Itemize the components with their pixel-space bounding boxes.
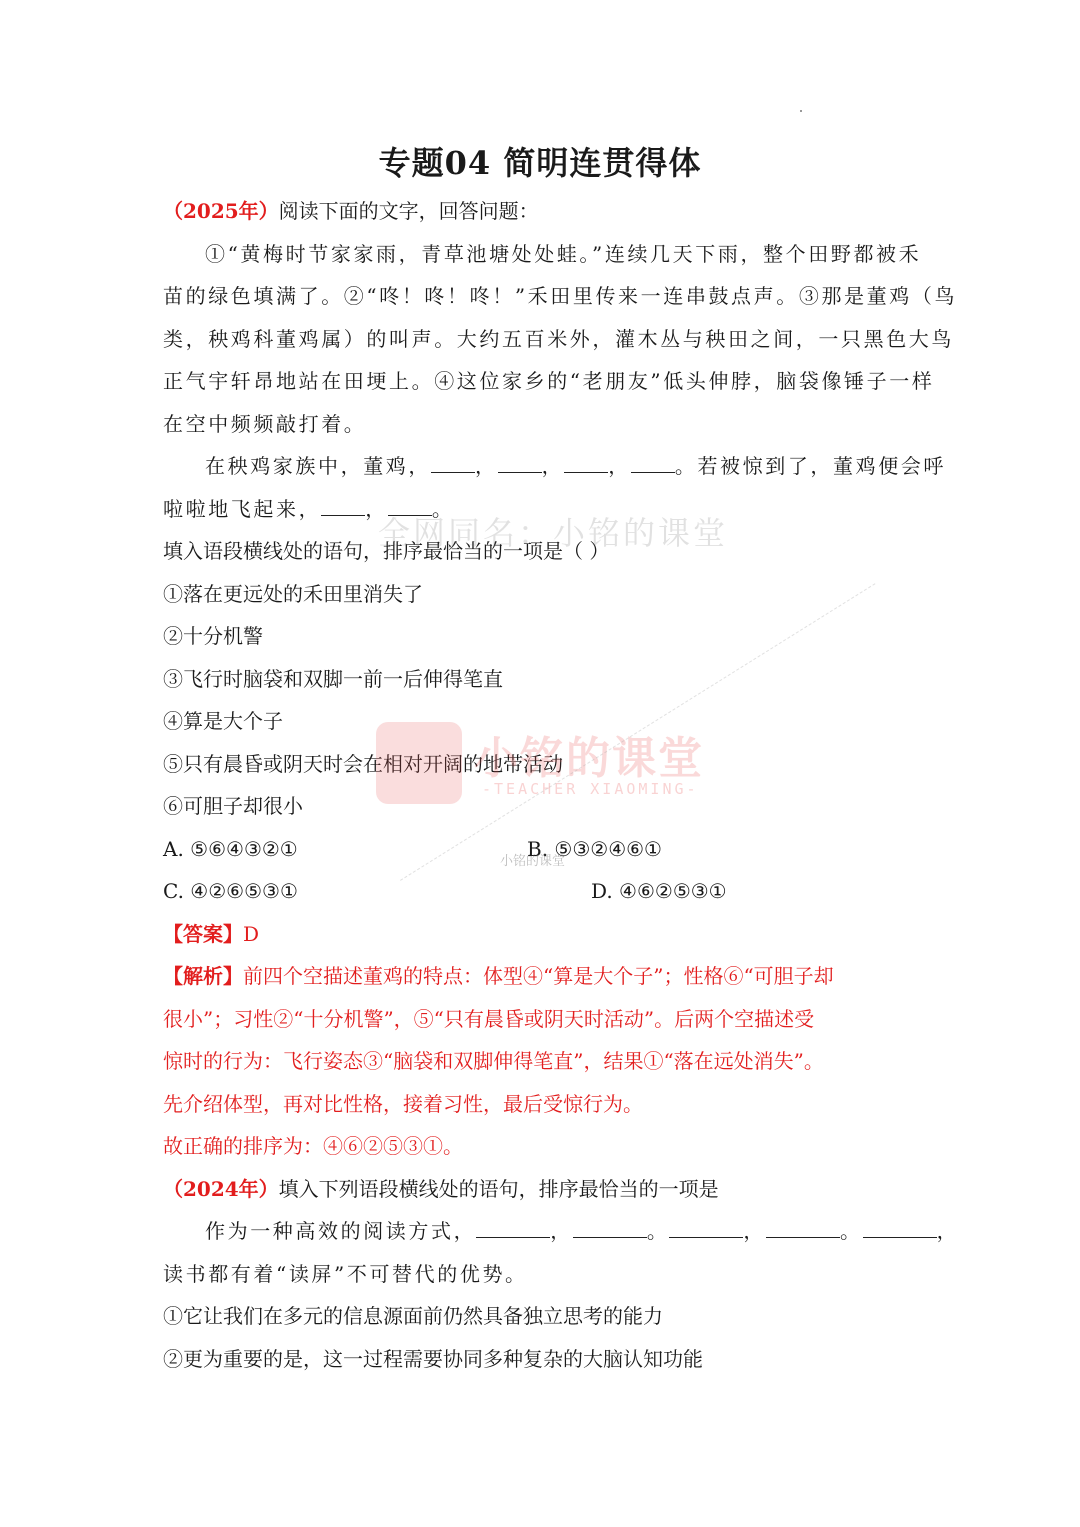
passage-line: 读书都有着“读屏”不可替代的优势。 [163,1261,528,1286]
q2025-year-tag: （2025年） [163,199,279,223]
fill-suffix: 若被惊到了，董鸡便会呼 [697,454,947,478]
blank [498,454,542,473]
options-row-2 [163,870,918,913]
item: ②十分机警 [163,624,263,648]
blank [431,454,475,473]
fill-line-2024 [163,1210,960,1253]
blank [669,1219,743,1238]
blank [863,1219,937,1238]
watermark-brand: 小铭的课堂 [474,733,704,784]
passage-line: 正气宇轩昂地站在田埂上。④这位家乡的“老朋友”低头伸脖，脑袋像锤子一样 [163,369,935,393]
answer-label: 【答案】 [163,921,243,946]
blank [564,454,608,473]
fill-prefix: 啦啦地飞起来， [163,496,322,521]
option-d: D. ④⑥②⑤③① [591,879,727,903]
fill-line-2 [163,488,918,531]
sep: ， [475,454,498,478]
blank [766,1219,840,1238]
passage-line: ①“黄梅时节家家雨，青草池塘处处蛙。”连续几天下雨，整个田野都被禾 [205,241,922,266]
blank [631,454,675,473]
watermark-small: 小铭的课堂 [500,854,566,869]
sep: ， [550,1219,573,1243]
options-row-1 [163,828,918,871]
blank [573,1219,647,1238]
q2025-intro: 阅读下面的文字，回答问题： [278,199,539,223]
sep: ， [365,496,388,521]
q2024-year-tag: （2024年） [163,1176,279,1201]
scan-speck [800,110,802,112]
q2024-intro: 填入下列语段横线处的语句，排序最恰当的一项是 [278,1176,719,1201]
period: 。 [840,1219,863,1243]
passage-line: 苗的绿色填满了。②“咚！咚！咚！”禾田里传来一连串鼓点声。③那是董鸡（鸟 [163,284,958,308]
page-title: 专题04 简明连贯得体 [378,144,702,182]
option-a: A. ⑤⑥④③②① [163,836,298,861]
item: ⑤只有晨昏或阴天时会在相对开阔的地带活动 [163,751,563,776]
analysis-line: 故正确的排序为：④⑥②⑤③①。 [163,1134,463,1158]
period: 。 [431,496,455,521]
option-c: C. ④②⑥⑤③① [163,879,298,903]
watermark-text: 全网同名：小铭的课堂 [378,514,729,552]
watermark-subtitle: -TEACHER XIAOMING- [482,780,699,798]
blank [388,497,432,516]
period: 。 [674,454,698,478]
answer-line [163,913,918,956]
passage-line: 在空中频频敲打着。 [163,411,367,436]
item: ③飞行时脑袋和双脚一前一后伸得笔直 [163,666,503,691]
fill-line-1 [163,445,947,488]
analysis-line: 惊时的行为：飞行姿态③“脑袋和双脚伸得笔直”，结果①“落在远处消失”。 [163,1049,824,1073]
analysis-text: 前四个空描述董鸡的特点：体型④“算是大个子”；性格⑥“可胆子却 [243,964,834,988]
analysis-line [163,955,918,998]
item: ⑥可胆子却很小 [163,794,303,818]
item: ①它让我们在多元的信息源面前仍然具备独立思考的能力 [163,1304,663,1328]
option-b: B. ⑤③②④⑥① [527,836,662,861]
analysis-line: 先介绍体型，再对比性格，接着习性，最后受惊行为。 [163,1091,643,1116]
sep: ， [936,1219,960,1243]
analysis-label: 【解析】 [163,964,243,988]
sep: ， [541,454,565,478]
q2025-header [163,190,918,233]
answer-value: D [243,921,260,946]
item: ④算是大个子 [163,709,283,733]
fill-prefix: 在秧鸡家族中，董鸡， [205,454,431,478]
analysis-line: 很小”；习性②“十分机警”，⑤“只有晨昏或阴天时活动”。后两个空描述受 [163,1006,815,1031]
item: ①落在更远处的禾田里消失了 [163,581,423,606]
passage-line: 类，秧鸡科董鸡属）的叫声。大约五百米外，灌木丛与秧田之间，一只黑色大鸟 [163,326,954,351]
fill-prefix: 作为一种高效的阅读方式， [205,1219,477,1243]
period: 。 [646,1219,670,1243]
blank [321,497,365,516]
blank [476,1219,550,1238]
sep: ， [743,1219,767,1243]
sep: ， [608,454,631,478]
content-body [163,190,960,1380]
question-stem: 填入语段横线处的语句，排序最恰当的一项是（ ） [163,539,610,563]
q2024-header [163,1168,918,1211]
item: ②更为重要的是，这一过程需要协同多种复杂的大脑认知功能 [163,1346,703,1371]
